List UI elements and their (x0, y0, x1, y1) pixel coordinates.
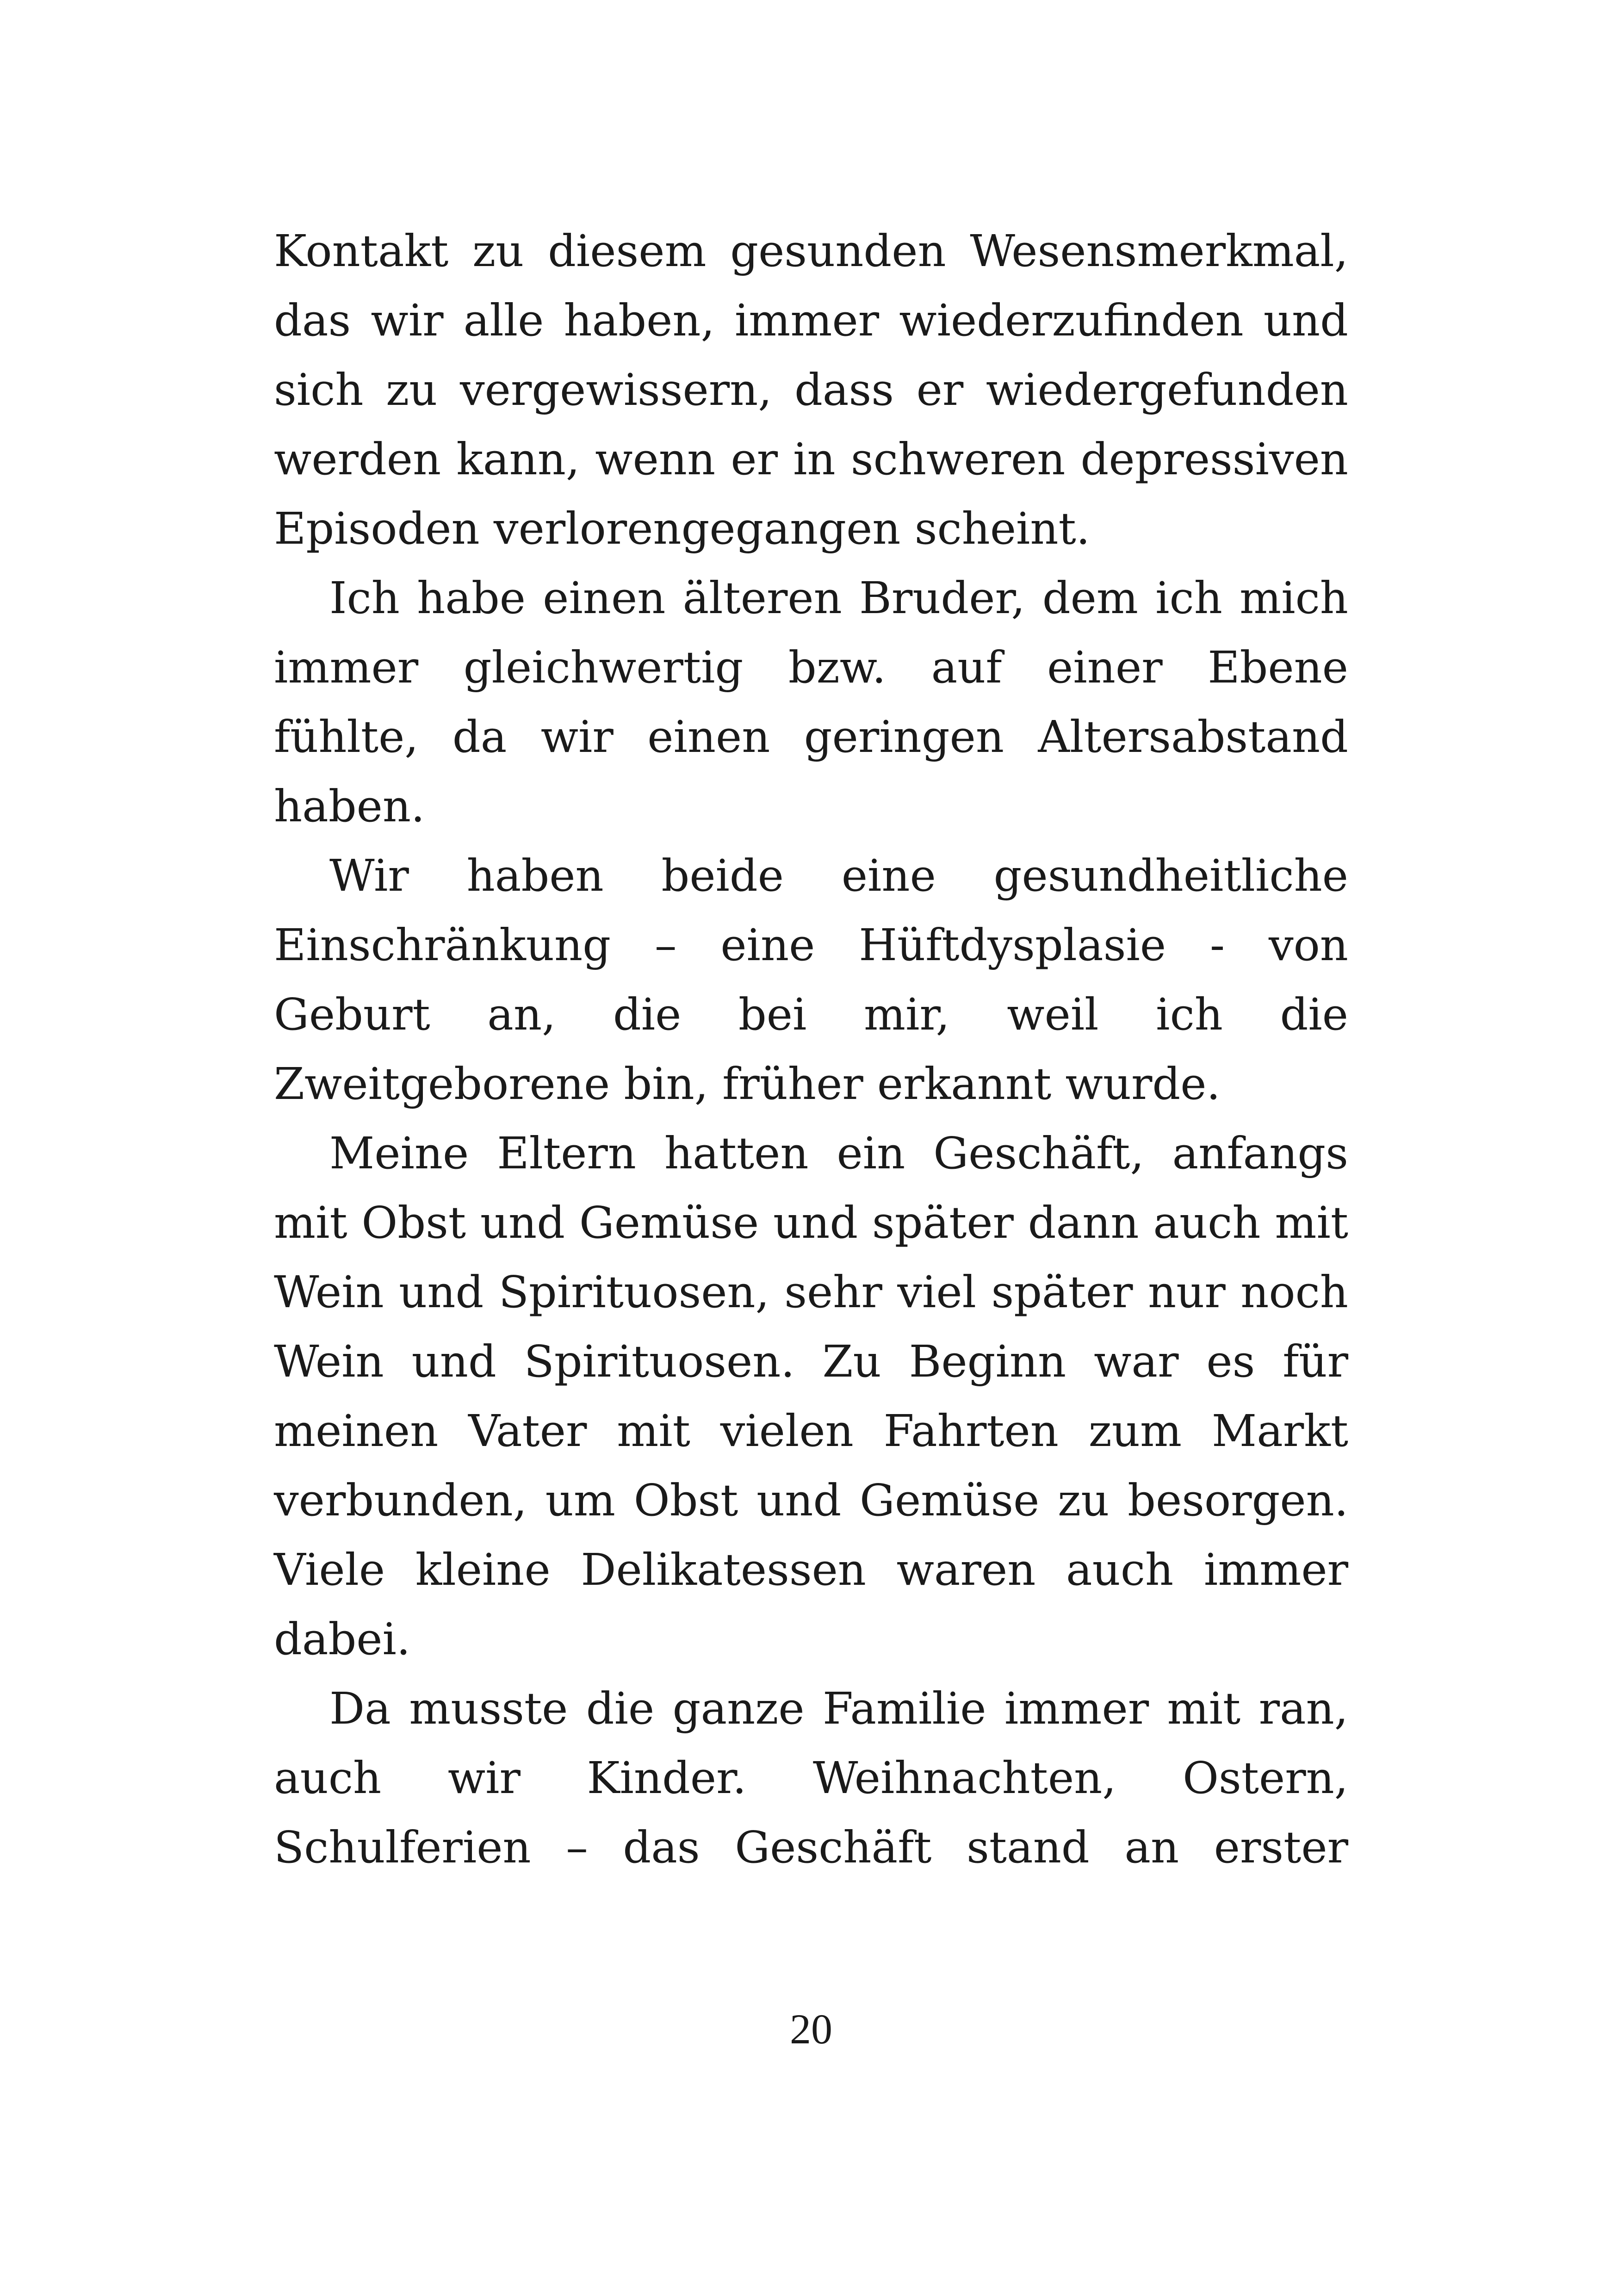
paragraph-2: Ich habe einen älteren Bruder, dem ich mich immer gleichwertig bzw. auf einer Ebene fühlte, da wir einen geringen Altersabstand haben. (274, 573, 1348, 832)
book-page (274, 0, 1348, 2296)
paragraph-3: Wir haben beide eine gesundheitliche Einschränkung – eine Hüftdysplasie - von Geburt an, die bei mir, weil ich die Zweitgeborene bin, früher erkannt wurde. (274, 850, 1348, 1110)
page-number: 20 (790, 2005, 832, 2053)
paragraph-4: Meine Eltern hatten ein Geschäft, anfangs mit Obst und Gemüse und später dann auch mit Wein und Spirituosen, sehr viel später nur noch Wein und Spirituosen. Zu Beginn war es für meinen Vater mit vielen Fahrten zum Markt verbunden, um Obst und Gemüse zu besorgen. Viele kleine Delikatessen waren auch immer dabei. (274, 1128, 1348, 1665)
paragraph-5: Da musste die ganze Familie immer mit ran, auch wir Kinder. Weihnachten, Ostern, Schulferien – das Geschäft stand an erster (274, 1683, 1348, 1873)
paragraph-1: Kontakt zu diesem gesunden Wesensmerkmal, das wir alle haben, immer wiederzufinden und sich zu vergewissern, dass er wiedergefunden werden kann, wenn er in schweren depressiven Episoden verlorengegangen scheint. (274, 226, 1348, 554)
body-text (274, 217, 1348, 1882)
